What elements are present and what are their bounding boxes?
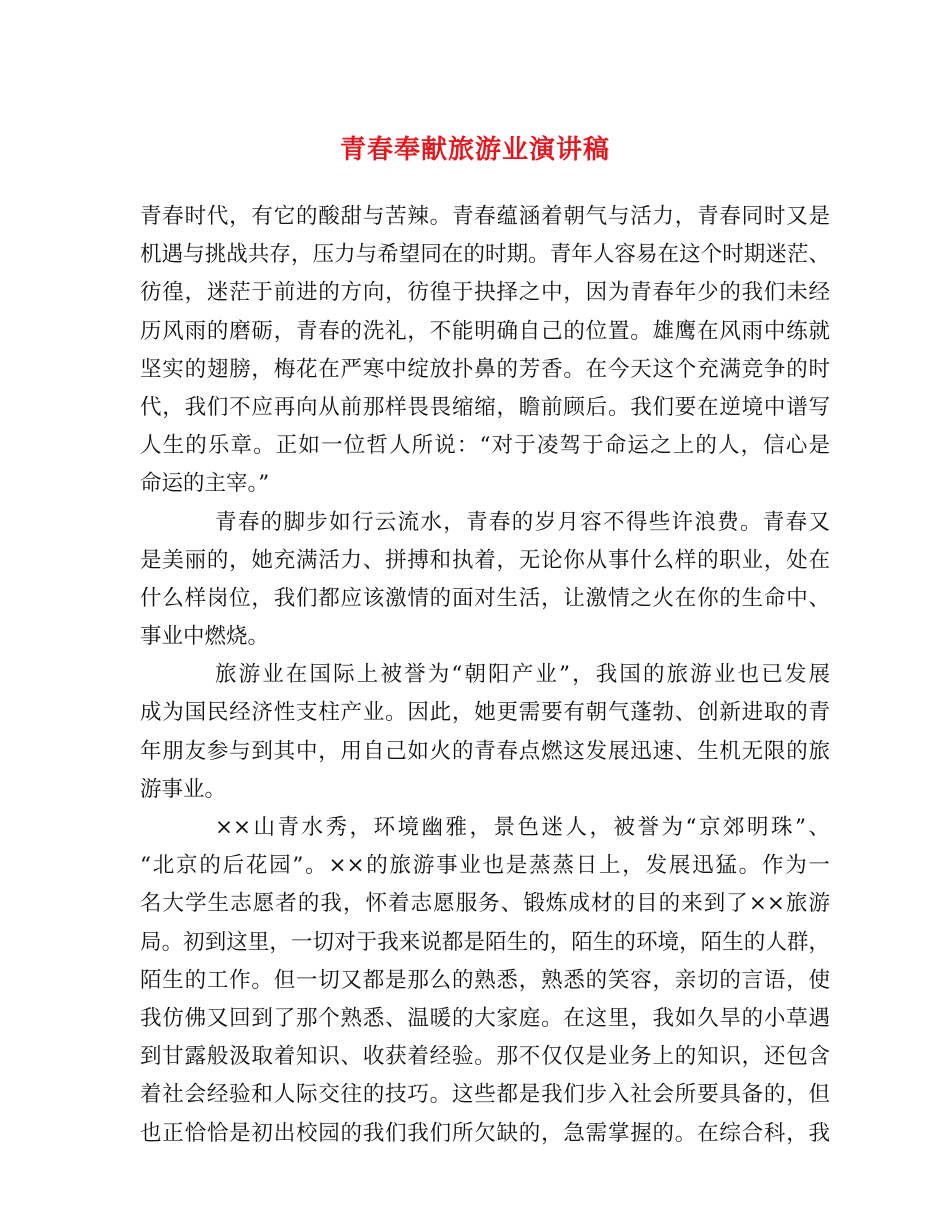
text-line: 是美丽的，她充满活力、拼搏和执着，无论你从事什么样的职业，处在 [140,547,830,573]
text-line: 代，我们不应再向从前那样畏畏缩缩，瞻前顾后。我们要在逆境中谱写 [140,394,830,420]
text-line: 陌生的工作。但一切又都是那么的熟悉，熟悉的笑容，亲切的言语，使 [140,967,830,993]
text-line: 成为国民经济性支柱产业。因此，她更需要有朝气蓬勃、创新进取的青 [140,700,830,726]
paragraph [140,198,830,504]
paragraph [140,656,830,809]
text-line: ××山青水秀，环境幽雅，景色迷人，被誉为“京郊明珠”、 [215,815,830,840]
text-line: 到甘露般汲取着知识、收获着经验。那不仅仅是业务上的知识，还包含 [140,1044,830,1070]
text-line: 历风雨的磨砺，青春的洗礼，不能明确自己的位置。雄鹰在风雨中练就 [140,318,830,344]
text-line: 游事业。 [140,776,227,802]
document-title: 青春奉献旅游业演讲稿 [339,135,610,165]
text-line: 人生的乐章。正如一位哲人所说：“对于凌驾于命运之上的人，信心是 [140,433,830,459]
text-line: 命运的主宰。” [140,471,270,497]
text-line: 机遇与挑战共存，压力与希望同在的时期。青年人容易在这个时期迷茫、 [140,242,830,268]
paragraph [140,809,830,1153]
text-line: 局。初到这里，一切对于我来说都是陌生的，陌生的环境，陌生的人群， [140,929,830,955]
text-line: 也正恰恰是初出校园的我们我们所欠缺的，急需掌握的。在综合科，我 [140,1120,830,1146]
text-line: 青春时代，有它的酸甜与苦辣。青春蕴涵着朝气与活力，青春同时又是 [140,204,830,229]
text-line: 坚实的翅膀，梅花在严寒中绽放扑鼻的芳香。在今天这个充满竞争的时 [140,356,830,382]
text-line: 事业中燃烧。 [140,624,270,650]
text-line: 我仿佛又回到了那个熟悉、温暖的大家庭。在这里，我如久旱的小草遇 [140,1005,830,1031]
text-line: 什么样岗位，我们都应该激情的面对生活，让激情之火在你的生命中、 [140,585,830,611]
text-line: 旅游业在国际上被誉为“朝阳产业”，我国的旅游业也已发展 [215,662,830,688]
text-line: 彷徨，迷茫于前进的方向，彷徨于抉择之中，因为青春年少的我们未经 [140,280,830,306]
text-line: 着社会经验和人际交往的技巧。这些都是我们步入社会所要具备的，但 [140,1082,830,1108]
text-line: “北京的后花园”。××的旅游事业也是蒸蒸日上，发展迅猛。作为一 [140,853,830,879]
text-line: 年朋友参与到其中，用自己如火的青春点燃这发展迅速、生机无限的旅 [140,738,830,764]
text-line: 青春的脚步如行云流水，青春的岁月容不得些许浪费。青春又 [215,509,830,535]
paragraph [140,504,830,657]
text-line: 名大学生志愿者的我，怀着志愿服务、锻炼成材的目的来到了××旅游 [140,891,830,917]
document-body [140,198,830,1153]
